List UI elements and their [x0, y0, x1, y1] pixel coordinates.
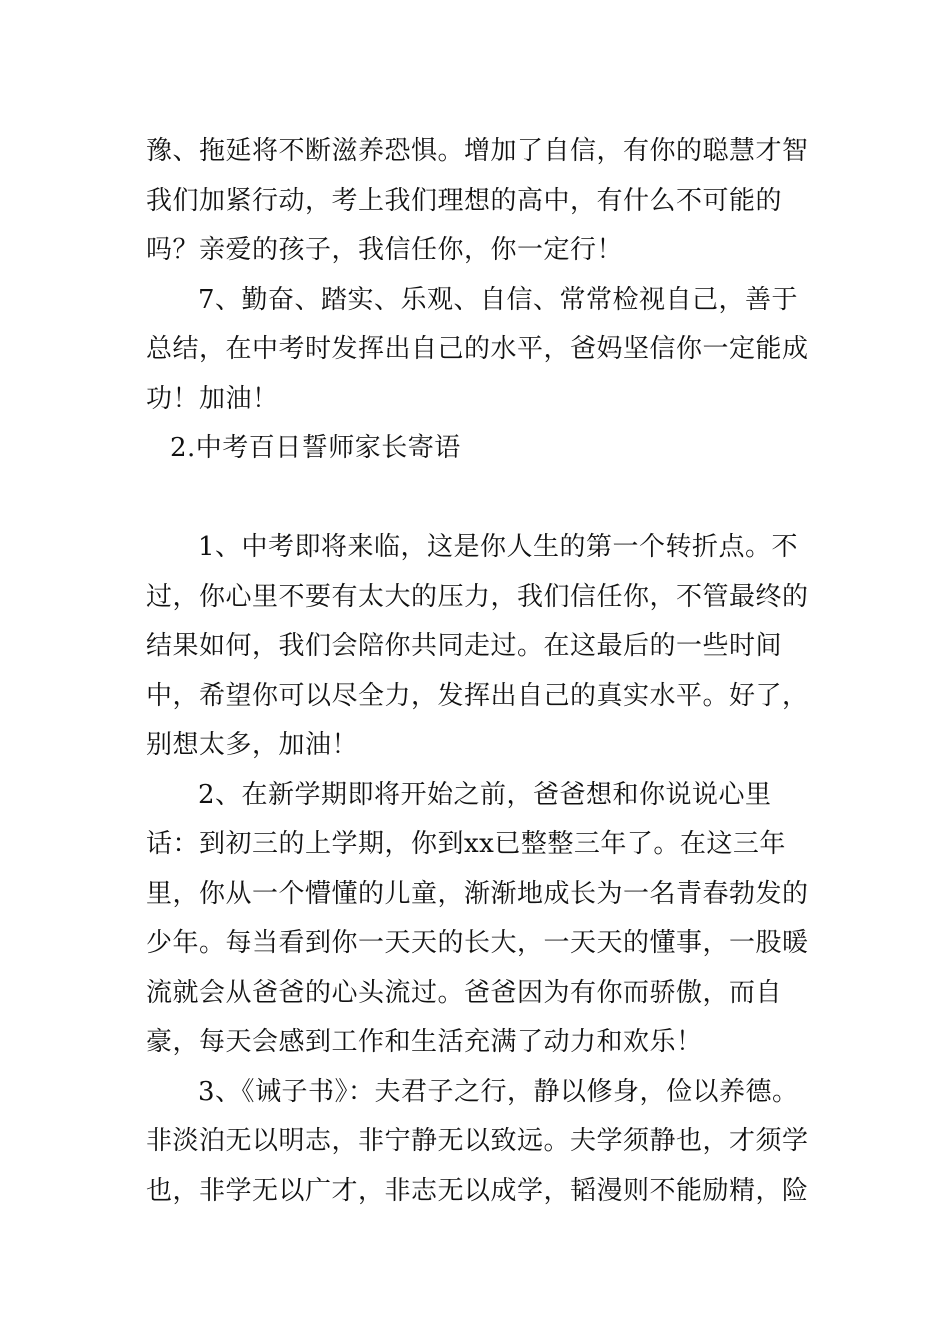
blank-line: [146, 474, 816, 524]
section-heading: 2.中考百日誓师家长寄语: [170, 433, 461, 463]
paragraph-item-1: 1、中考即将来临，这是你人生的第一个转折点。不过，你心里不要有太大的压力，我们信任你，不管最终的结果如何，我们会陪你共同走过。在这最后的一些时间中，希望你可以尽全力，发挥出自己的真实水平。好了，别想太多，加油！: [146, 532, 809, 760]
paragraph-item-2: 2、在新学期即将开始之前，爸爸想和你说说心里话：到初三的上学期，你到xx已整整三年了。在这三年里，你从一个懵懂的儿童，渐渐地成长为一名青春勃发的少年。每当看到你一天天的长大，一天天的懂事，一股暖流就会从爸爸的心头流过。爸爸因为有你而骄傲，而自豪，每天会感到工作和生活充满了动力和欢乐！: [146, 779, 809, 1057]
paragraph-item-3: 3、《诫子书》：夫君子之行，静以修身，俭以养德。非淡泊无以明志，非宁静无以致远。夫学须静也，才须学也，非学无以广才，非志无以成学，韬漫则不能励精，险: [146, 1076, 809, 1206]
paragraph-item-7: 7、勤奋、踏实、乐观、自信、常常检视自己，善于总结，在中考时发挥出自己的水平，爸妈坚信你一定能成功！加油！: [146, 284, 809, 414]
document-body: [146, 127, 816, 1216]
paragraph-continuation: 豫、拖延将不断滋养恐惧。增加了自信，有你的聪慧才智我们加紧行动，考上我们理想的高中，有什么不可能的吗？亲爱的孩子，我信任你，你一定行！: [146, 136, 809, 265]
